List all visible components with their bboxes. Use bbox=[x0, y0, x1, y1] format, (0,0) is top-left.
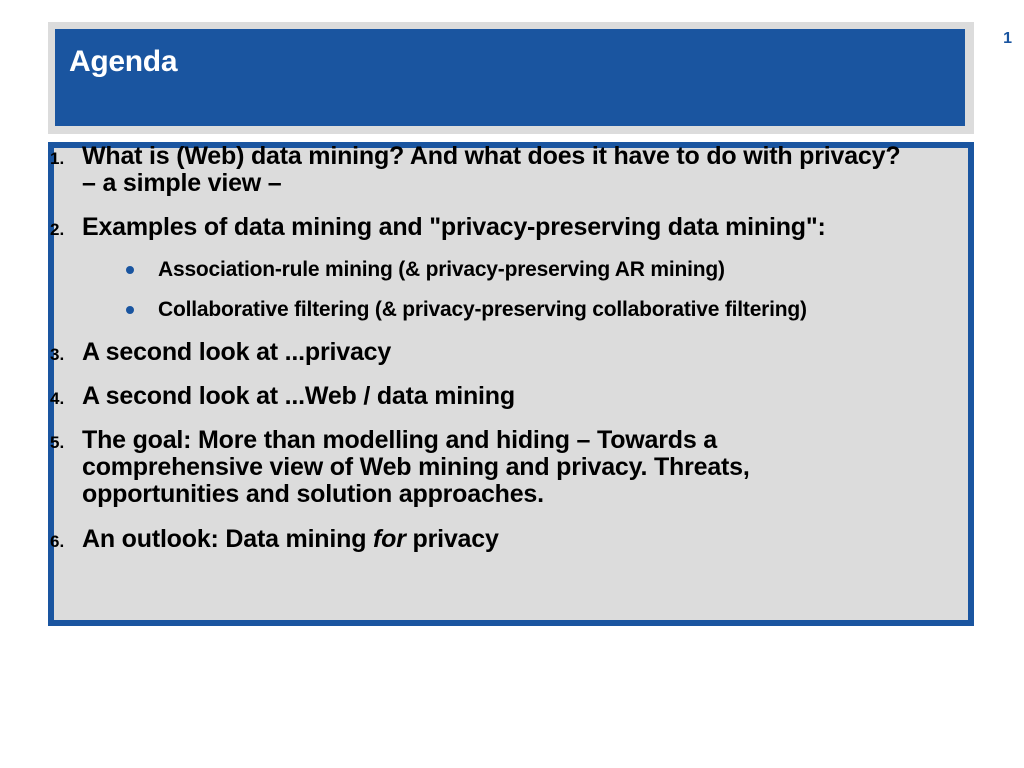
agenda-subitem-1 bbox=[126, 258, 725, 282]
agenda-item-number: 1. bbox=[50, 149, 65, 168]
title-frame bbox=[48, 22, 974, 134]
agenda-subitem-text: Collaborative filtering (& privacy-preserving collaborative filtering) bbox=[158, 298, 807, 321]
agenda-item-number: 5. bbox=[50, 433, 65, 452]
slide-title: Agenda bbox=[69, 45, 178, 78]
agenda-item-2 bbox=[50, 214, 826, 241]
agenda-item-4 bbox=[50, 383, 515, 410]
bullet-icon bbox=[126, 306, 134, 314]
agenda-item-text: Examples of data mining and "privacy-preserving data mining": bbox=[82, 213, 826, 241]
agenda-item-number: 6. bbox=[50, 532, 65, 551]
agenda-item-1 bbox=[50, 143, 930, 197]
agenda-item-number: 2. bbox=[50, 220, 65, 239]
agenda-item-text-emphasis: for bbox=[373, 525, 406, 553]
agenda-subitem-2 bbox=[126, 298, 807, 322]
agenda-item-3 bbox=[50, 339, 391, 366]
agenda-subitem-text: Association-rule mining (& privacy-preserving AR mining) bbox=[158, 258, 725, 281]
agenda-item-6 bbox=[50, 526, 499, 553]
agenda-item-text: The goal: More than modelling and hiding – Towards a comprehensive view of Web mining and privacy. Threats, opportunities and solution approaches. bbox=[82, 426, 750, 508]
agenda-item-text-after: privacy bbox=[405, 525, 499, 553]
agenda-item-text bbox=[82, 526, 499, 553]
page-number: 1 bbox=[1003, 30, 1012, 47]
agenda-item-5 bbox=[50, 427, 902, 508]
agenda-item-text-before: An outlook: Data mining bbox=[82, 525, 374, 553]
title-bar bbox=[55, 29, 965, 126]
agenda-item-number: 4. bbox=[50, 389, 65, 408]
agenda-item-text: A second look at ...Web / data mining bbox=[82, 382, 515, 410]
agenda-item-number: 3. bbox=[50, 345, 65, 364]
agenda-item-text: A second look at ...privacy bbox=[82, 338, 392, 366]
agenda-item-text: What is (Web) data mining? And what does it have to do with privacy? – a simple view – bbox=[82, 142, 901, 197]
bullet-icon bbox=[126, 266, 134, 274]
